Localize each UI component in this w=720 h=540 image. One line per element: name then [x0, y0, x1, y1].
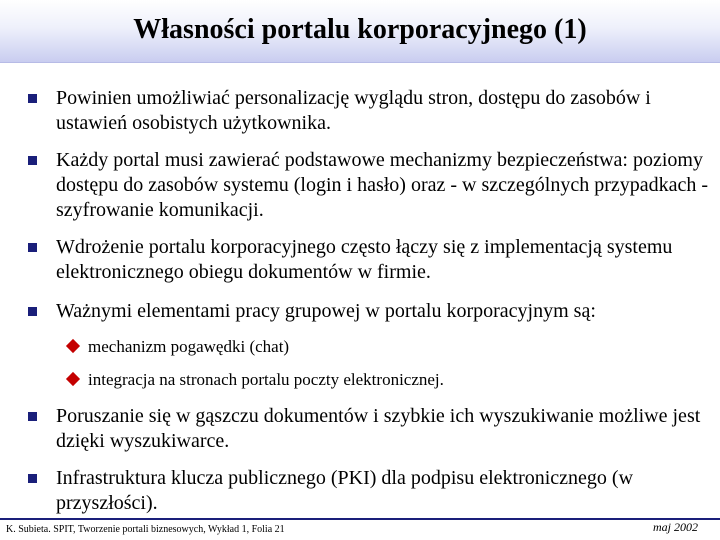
square-bullet-icon — [28, 307, 37, 316]
diamond-bullet-icon — [66, 372, 80, 386]
sub-bullet-text: integracja na stronach portalu poczty elektronicznej. — [88, 370, 444, 389]
square-bullet-icon — [28, 243, 37, 252]
square-bullet-icon — [28, 94, 37, 103]
footer-date: maj 2002 — [653, 520, 698, 534]
diamond-bullet-icon — [66, 339, 80, 353]
footer-citation: K. Subieta. SPIT, Tworzenie portali biznesowych, Wykład 1, Folia 21 — [6, 524, 285, 535]
footer-divider — [0, 518, 720, 520]
square-bullet-icon — [28, 156, 37, 165]
bullet-text: Infrastruktura klucza publicznego (PKI) dla podpisu elektronicznego (w przyszłości). — [56, 467, 634, 514]
slide-title: Własności portalu korporacyjnego (1) — [133, 14, 587, 45]
square-bullet-icon — [28, 412, 37, 421]
bullet-text: Wdrożenie portalu korporacyjnego często łączy się z implementacją systemu elektronicznego obiegu dokumentów w firmie. — [56, 236, 673, 283]
bullet-text: Poruszanie się w gąszczu dokumentów i szybkie ich wyszukiwanie możliwe jest dzięki wyszukiwarce. — [56, 405, 701, 452]
sub-bullet-text: mechanizm pogawędki (chat) — [88, 337, 290, 356]
bullet-text: Powinien umożliwiać personalizację wyglądu stron, dostępu do zasobów i ustawień osobistych użytkownika. — [56, 87, 651, 134]
bullet-text: Każdy portal musi zawierać podstawowe mechanizmy bezpieczeństwa: poziomy dostępu do zasobów systemu (login i hasło) oraz - w szczególnych przypadkach - szyfrowanie komunikacji. — [56, 149, 709, 221]
bullet-text: Ważnymi elementami pracy grupowej w portalu korporacyjnym są: — [56, 300, 596, 322]
square-bullet-icon — [28, 474, 37, 483]
